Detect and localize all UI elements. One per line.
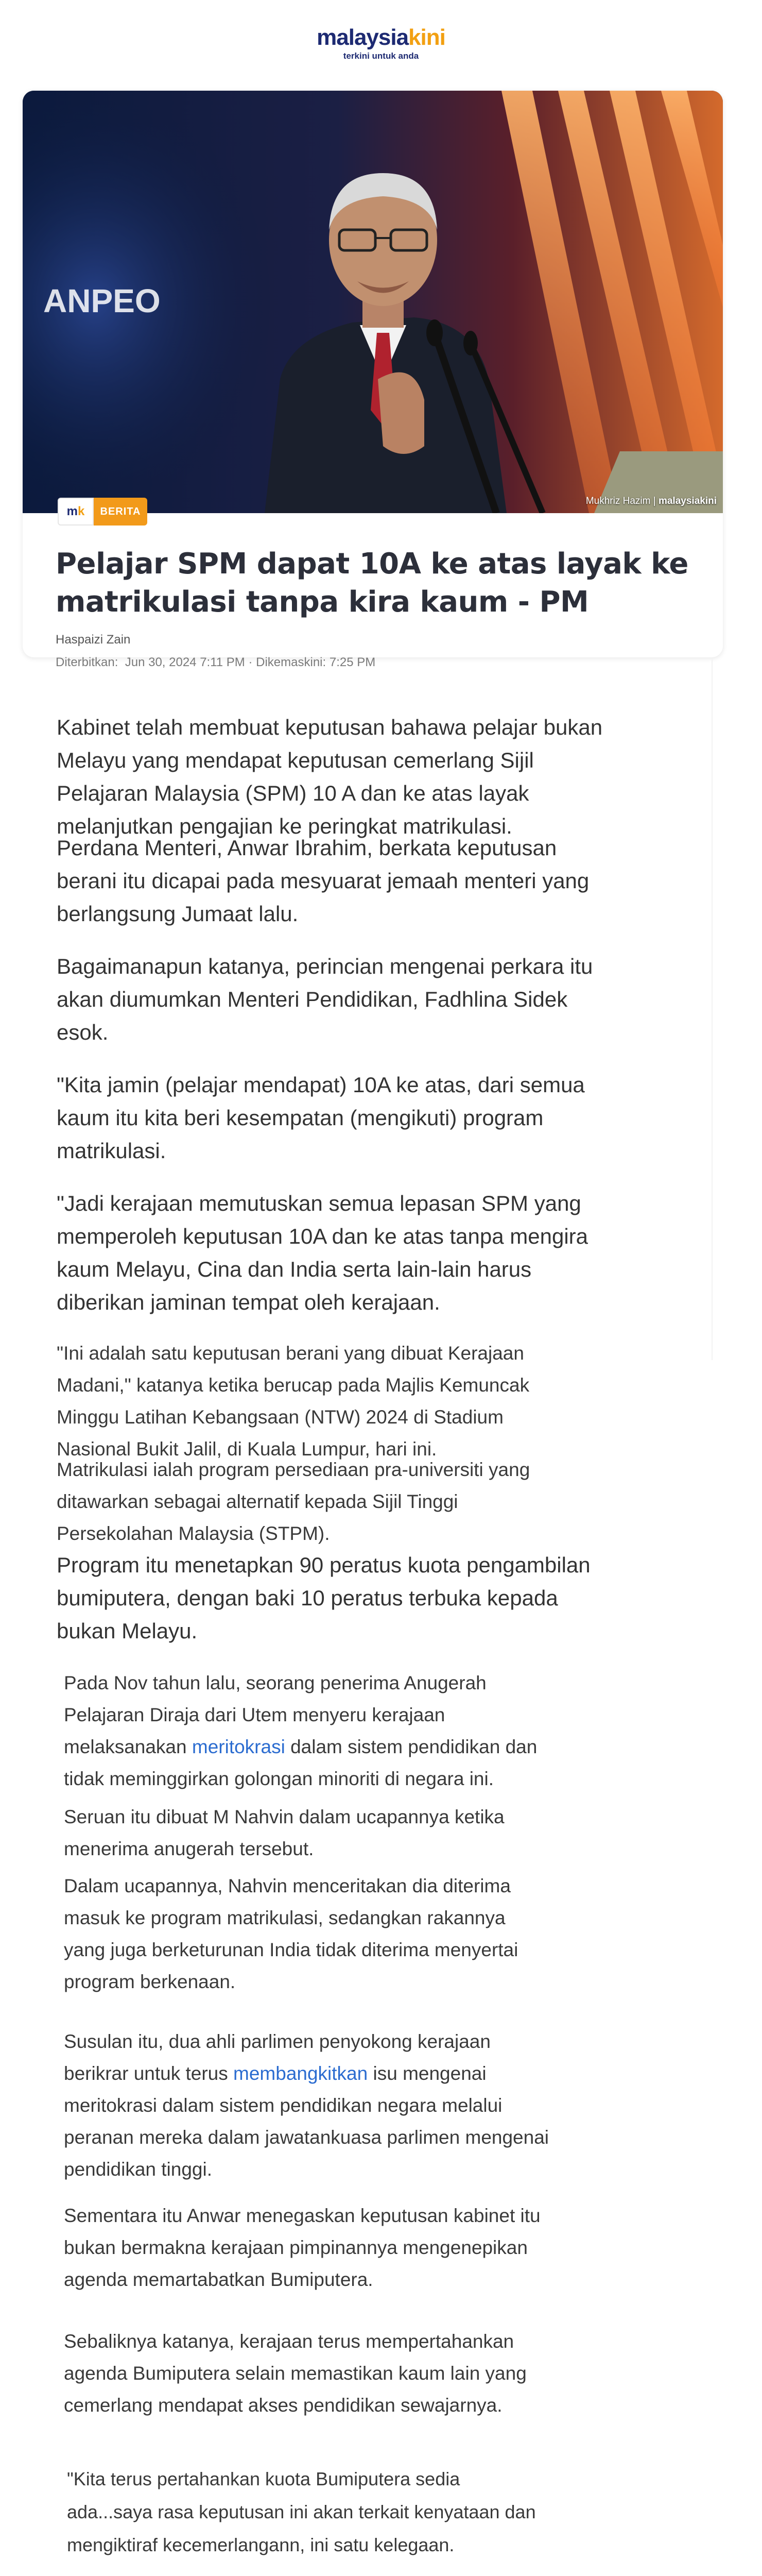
article-paragraph: Perdana Menteri, Anwar Ibrahim, berkata keputusan berani itu dicapai pada mesyuarat jemaah menteri yang berlangsung Jumaat lalu. (57, 836, 590, 926)
category-badge[interactable]: BERITA (94, 498, 147, 526)
photo-credit: Mukhriz Hazim | malaysiakini (585, 496, 717, 506)
article-paragraph: Matrikulasi ialah program persediaan pra-universiti yang ditawarkan sebagai alternatif kepada Sijil Tinggi Persekolahan Malaysia (STPM). (57, 1459, 530, 1544)
published-date: Jun 30, 2024 7:11 PM (125, 655, 245, 669)
article-paragraph: "Kita terus pertahankan kuota Bumiputera sedia ada...saya rasa keputusan ini akan terkait kenyataan dan mengiktiraf kecemerlangann, ini satu kelegaan. (67, 2468, 536, 2555)
article-paragraph: Bagaimanapun katanya, perincian mengenai perkara itu akan diumumkan Menteri Pendidikan, Fadhlina Sidek esok. (57, 954, 593, 1044)
site-tagline: terkini untuk anda (343, 51, 419, 61)
article-title: Pelajar SPM dapat 10A ke atas layak ke matrikulasi tanpa kira kaum - PM (56, 547, 688, 619)
hero-image (23, 91, 723, 513)
backdrop-text: ANPEO (43, 282, 161, 319)
credit-name: Mukhriz Hazim (585, 496, 651, 506)
article-paragraph: Sebaliknya katanya, kerajaan terus mempertahankan agenda Bumiputera selain memastikan kaum lain yang cemerlang mendapat akses pendidikan sewajarnya. (64, 2331, 527, 2416)
article-author[interactable]: Haspaizi Zain (56, 633, 131, 647)
article-paragraph: Sementara itu Anwar menegaskan keputusan kabinet itu bukan bermakna kerajaan pimpinannya mengenepikan agenda memartabatkan Bumiputera. (64, 2205, 541, 2290)
updated-label: Dikemaskini: (256, 655, 326, 669)
article-paragraph: Kabinet telah membuat keputusan bahawa pelajar bukan Melayu yang mendapat keputusan cemerlang Sijil Pelajaran Malaysia (SPM) 10 A dan ke atas layak melanjutkan pengajian ke peringkat matrikulasi. (57, 715, 603, 838)
inline-link[interactable]: membangkitkan (233, 2063, 368, 2084)
credit-brand: malaysiakini (658, 496, 717, 506)
logo-part1: malaysia (317, 25, 409, 50)
logo-part2: kini (408, 25, 445, 50)
article-paragraph: "Jadi kerajaan memutuskan semua lepasan SPM yang memperoleh keputusan 10A dan ke atas tanpa mengira kaum Melayu, Cina dan India serta lain-lain harus diberikan jaminan tempat oleh kerajaan. (57, 1191, 588, 1314)
article-paragraph: "Kita jamin (pelajar mendapat) 10A ke atas, dari semua kaum itu kita beri kesempatan (mengikuti) program matrikulasi. (57, 1073, 585, 1163)
updated-date: 7:25 PM (329, 655, 376, 669)
article-paragraph: Susulan itu, dua ahli parlimen penyokong kerajaan berikrar untuk terus membangkitkan isu mengenai meritokrasi dalam sistem pendidikan negara melalui peranan mereka dalam jawatankuasa parlimen mengenai pendidikan tinggi. (64, 2031, 549, 2180)
article-paragraph: "Ini adalah satu keputusan berani yang dibuat Kerajaan Madani," katanya ketika berucap pada Majlis Kemuncak Minggu Latihan Kebangsaan (NTW) 2024 di Stadium Nasional Bukit Jalil, di Kuala Lumpur, hari ini. (57, 1343, 530, 1460)
category-badges (58, 498, 147, 526)
mk-logo-badge: m k (58, 498, 94, 526)
article-paragraph: Pada Nov tahun lalu, seorang penerima Anugerah Pelajaran Diraja dari Utem menyeru kerajaan melaksanakan meritokrasi dalam sistem pendidikan dan tidak meminggirkan golongan minoriti di negara ini. (64, 1672, 538, 1789)
article-dates (56, 655, 375, 670)
published-label: Diterbitkan: (56, 655, 118, 669)
date-separator: · (248, 655, 253, 669)
divider-line (712, 659, 713, 1360)
hero-photo (23, 91, 723, 513)
article-card (23, 91, 723, 669)
article-paragraph: Dalam ucapannya, Nahvin menceritakan dia diterima masuk ke program matrikulasi, sedangkan rakannya yang juga berketurunan India tidak diterima menyertai program berkenaan. (64, 1875, 518, 1992)
site-logo[interactable] (317, 26, 445, 49)
inline-link[interactable]: meritokrasi (192, 1736, 285, 1757)
article-paragraph: Seruan itu dibuat M Nahvin dalam ucapannya ketika menerima anugerah tersebut. (64, 1806, 505, 1859)
site-header (0, 0, 762, 88)
article-paragraph: Program itu menetapkan 90 peratus kuota pengambilan bumiputera, dengan baki 10 peratus terbuka kepada bukan Melayu. (57, 1553, 591, 1643)
